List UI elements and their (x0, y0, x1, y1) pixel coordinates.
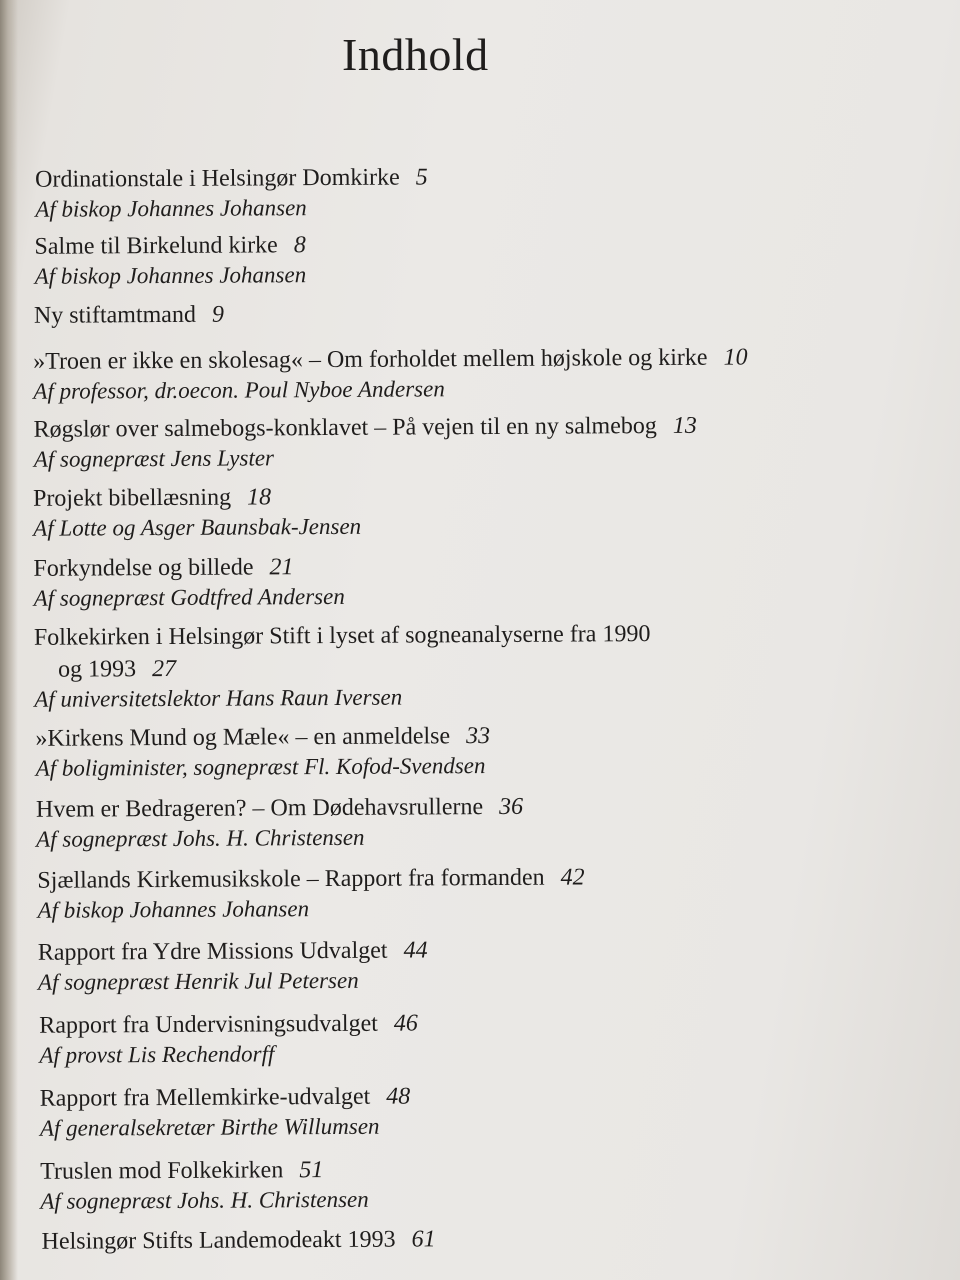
toc-entry (41, 1221, 861, 1258)
entry-title: Rapport fra Mellemkirke-udvalget (39, 1083, 371, 1112)
entry-title-line (34, 295, 854, 332)
entry-author: Af sognepræst Johs. H. Christensen (40, 1186, 369, 1214)
toc-entry (39, 1005, 859, 1070)
toc-entry (33, 341, 853, 406)
toc-entry (38, 932, 858, 997)
entry-title-line (34, 617, 854, 654)
entry-title: Sjællands Kirkemusikskole – Rapport fra formanden (37, 864, 545, 894)
entry-title-line (33, 548, 853, 585)
entry-author: Af universitetslektor Hans Raun Iversen (34, 684, 403, 712)
toc-entry (40, 1151, 860, 1216)
entry-title-line (33, 341, 853, 378)
entry-title: Ordinationstale i Helsingør Domkirke (35, 164, 400, 193)
toc-entry (40, 1078, 860, 1143)
entry-title-line (39, 1005, 859, 1042)
entry-page-number: 21 (269, 554, 294, 581)
entry-title: Forkyndelse og billede (33, 554, 254, 582)
toc-entry (34, 226, 854, 291)
entry-title: Hvem er Bedrageren? – Om Dødehavsrullerne (35, 794, 484, 823)
entry-page-number: 33 (466, 723, 491, 750)
entry-title: Projekt bibellæsning (32, 484, 232, 512)
entry-author: Af biskop Johannes Johansen (37, 896, 310, 923)
entry-page-number: 27 (152, 655, 177, 683)
entry-author: Af provst Lis Rechendorff (39, 1041, 275, 1068)
entry-page-number: 8 (293, 232, 306, 259)
entry-page-number: 48 (386, 1083, 411, 1110)
entry-page-number: 18 (246, 484, 272, 511)
entry-title: Helsingør Stifts Landemodeakt 1993 (41, 1226, 396, 1255)
entry-title: Rapport fra Ydre Missions Udvalget (37, 937, 388, 966)
entry-author: Af sognepræst Godtfred Andersen (33, 583, 345, 611)
entry-page-number: 51 (299, 1157, 324, 1184)
entry-page-number: 44 (403, 937, 428, 964)
entry-author: Af sognepræst Henrik Jul Petersen (37, 967, 359, 995)
entry-author: Af Lotte og Asger Baunsbak-Jensen (33, 513, 362, 541)
entry-title: Truslen mod Folkekirken (40, 1157, 284, 1185)
entry-page-number: 10 (723, 344, 748, 371)
entry-title-line (41, 1221, 861, 1258)
entry-title-line (36, 789, 856, 826)
entry-title: Folkekirken i Helsingør Stift i lyset af sogneanalyserne fra 1990 (33, 621, 651, 651)
entry-title: Salme til Birkelund kirke (34, 232, 278, 260)
entry-author: Af biskop Johannes Johansen (34, 262, 307, 289)
entry-author: Af professor, dr.oecon. Poul Nyboe Andersen (33, 376, 445, 404)
toc-entry (33, 478, 853, 543)
entry-title-continuation: og 1993 (58, 656, 137, 683)
toc-entry (33, 548, 853, 613)
entry-page-number: 61 (411, 1226, 436, 1253)
entry-page-number: 9 (211, 301, 224, 328)
entry-author: Af boligminister, sognepræst Fl. Kofod-Svendsen (35, 753, 486, 781)
toc-entry (36, 789, 856, 854)
entry-author: Af generalsekretær Birthe Willumsen (39, 1113, 380, 1141)
entry-title-continuation-line (34, 649, 854, 686)
toc-entry (34, 409, 854, 474)
toc-entry (37, 860, 857, 925)
entry-title-line (34, 226, 854, 263)
entry-page-number: 42 (560, 864, 585, 891)
toc-entry (34, 295, 854, 332)
entry-title-line (40, 1078, 860, 1115)
entry-title: Røgslør over salmebogs-konklavet – På vejen til en ny salmebog (33, 412, 657, 443)
entry-page-number: 36 (499, 793, 524, 820)
entry-title-line (40, 1151, 860, 1188)
entry-title-line (37, 860, 857, 897)
entry-title-line (33, 478, 853, 515)
entry-title: Rapport fra Undervisningsudvalget (39, 1010, 378, 1039)
entry-author: Af sognepræst Johs. H. Christensen (36, 824, 365, 852)
entry-title: Ny stiftamtmand (33, 301, 196, 329)
page-title: Indhold (342, 29, 489, 80)
entry-author: Af biskop Johannes Johansen (35, 195, 307, 222)
entry-page-number: 5 (415, 164, 428, 191)
entry-title-line (34, 409, 854, 446)
entry-author: Af sognepræst Jens Lyster (33, 445, 275, 472)
toc-entry (35, 718, 855, 783)
entry-page-number: 46 (393, 1010, 418, 1037)
entry-title: »Troen er ikke en skolesag« – Om forholdet mellem højskole og kirke (33, 344, 708, 375)
entry-title-line (35, 159, 855, 196)
toc-entry (34, 617, 855, 714)
entry-title-line (35, 718, 855, 755)
entry-title: »Kirkens Mund og Mæle« – en anmeldelse (35, 723, 451, 752)
entry-title-line (38, 932, 858, 969)
toc-entry (35, 159, 855, 224)
entry-page-number: 13 (672, 412, 697, 439)
